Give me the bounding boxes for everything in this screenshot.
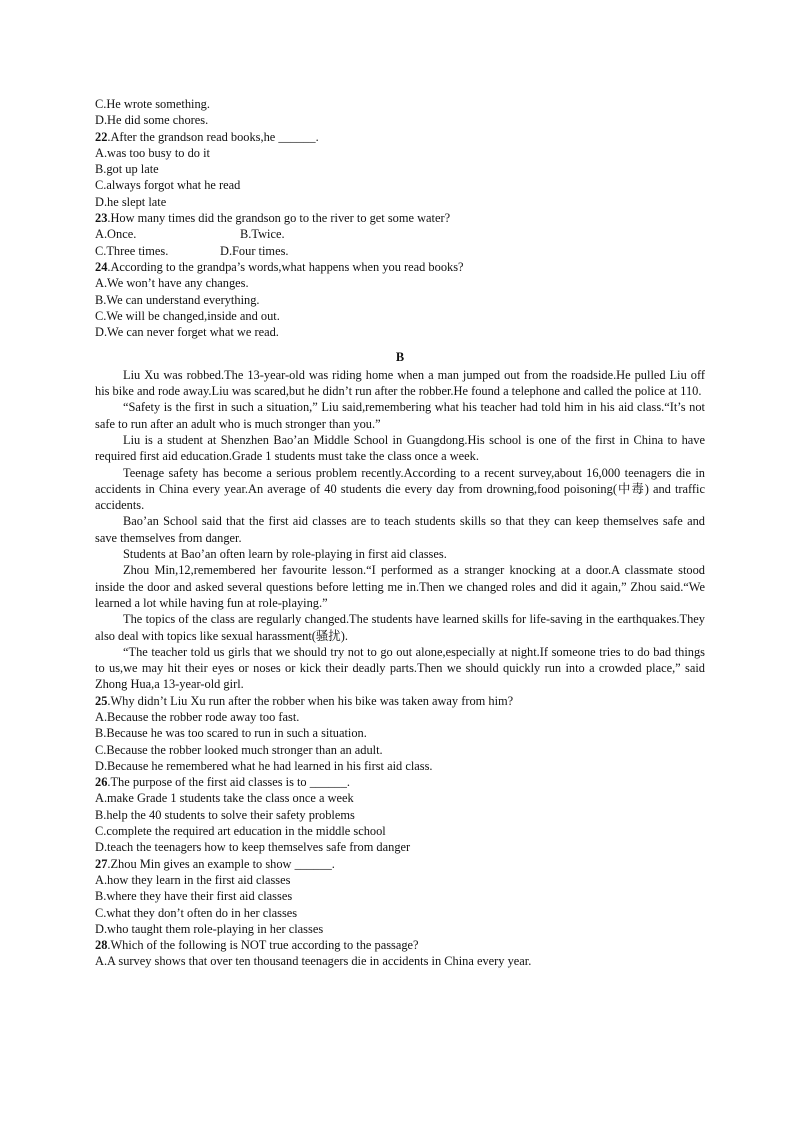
q24-option-b: B.We can understand everything.: [95, 292, 260, 307]
question-number: 28: [95, 938, 108, 953]
q24-stem: [95, 259, 705, 275]
passage-paragraph: Liu is a student at Shenzhen Bao’an Middle School in Guangdong.His school is one of the first in China to have required first aid education.Grade 1 students must take the class once a week.: [95, 432, 705, 464]
q21-option-c: C.He wrote something.: [95, 97, 210, 111]
q23-options-row-2: [95, 243, 705, 259]
question-number: 26: [95, 775, 108, 790]
q26-option-b: B.help the 40 students to solve their safety problems: [95, 807, 355, 822]
question-number: 23: [95, 211, 108, 226]
q25-option-d: D.Because he remembered what he had learned in his first aid class.: [95, 758, 433, 773]
question-number: 24: [95, 259, 108, 274]
q22-option-b: B.got up late: [95, 162, 159, 177]
q26-option-a: A.make Grade 1 students take the class once a week: [95, 791, 354, 806]
q23-options-row-1: [95, 226, 705, 242]
q25-option-b: B.Because he was too scared to run in such a situation.: [95, 726, 367, 741]
q27-option-b: B.where they have their first aid classes: [95, 889, 293, 904]
question-text: .How many times did the grandson go to the river to get some water?: [107, 211, 451, 226]
q26-stem: [95, 774, 705, 790]
q21-option-d: D.He did some chores.: [95, 113, 209, 128]
passage-paragraph: “Safety is the first in such a situation,” Liu said,remembering what his teacher had told him in his aid class.“It’s not safe to run after an adult who is much stronger than you.”: [95, 400, 705, 431]
q28-stem: [95, 937, 705, 953]
q26-option-d: D.teach the teenagers how to keep themselves safe from danger: [95, 840, 411, 855]
q24-option-d: D.We can never forget what we read.: [95, 325, 279, 340]
q23-option-d: D.Four times.: [220, 243, 289, 258]
passage-paragraph: Teenage safety has become a serious problem recently.According to a recent survey,about 16,000 teenagers die in accidents in China every year.An average of 40 students die every day from drowning,food poisoning(中毒) and traffic accidents.: [95, 465, 705, 513]
q26-option-c: C.complete the required art education in the middle school: [95, 824, 386, 839]
q24-option-c: C.We will be changed,inside and out.: [95, 308, 280, 323]
q24-option-a: A.We won’t have any changes.: [95, 276, 249, 291]
passage-paragraph: Liu Xu was robbed.The 13-year-old was riding home when a man jumped out from the roadside.He pulled Liu off his bike and rode away.Liu was scared,but he didn’t run after the robber.He found a telephone and called the police at 110.: [95, 367, 705, 399]
passage-paragraph: Students at Bao’an often learn by role-playing in first aid classes.: [123, 547, 447, 562]
question-text: .According to the grandpa’s words,what happens when you read books?: [107, 259, 464, 274]
exam-page: [95, 96, 705, 970]
question-text: .Why didn’t Liu Xu run after the robber when his bike was taken away from him?: [107, 693, 514, 708]
q27-stem: [95, 856, 705, 872]
q23-stem: [95, 210, 705, 226]
question-text: .The purpose of the first aid classes is to ______.: [107, 775, 350, 790]
q23-option-a: A.Once.: [95, 227, 137, 242]
q27-option-a: A.how they learn in the first aid classes: [95, 872, 291, 887]
passage-paragraph: Bao’an School said that the first aid classes are to teach students skills so that they can keep themselves safe and save themselves from danger.: [95, 514, 705, 545]
section-b-title: B: [395, 350, 405, 365]
question-text: .Which of the following is NOT true according to the passage?: [107, 938, 419, 953]
q25-stem: [95, 693, 705, 709]
passage-paragraph: Zhou Min,12,remembered her favourite lesson.“I performed as a stranger knocking at a door.A classmate stood inside the door and asked several questions before letting me in.Then we changed roles and did it again,” Zhou said.“We learned a lot while having fun at role-playing.”: [95, 563, 705, 610]
q27-option-c: C.what they don’t often do in her classes: [95, 905, 298, 920]
q22-stem: [95, 129, 705, 145]
question-number: 22: [95, 129, 108, 144]
q22-option-d: D.he slept late: [95, 194, 167, 209]
question-number: 27: [95, 856, 108, 871]
passage-paragraph: “The teacher told us girls that we should try not to go out alone,especially at night.If someone tries to do bad things to us,we may hit their eyes or noses or kick their deadly parts.Then we should quickly run into a crowded place,” said Zhong Hua,a 13-year-old girl.: [95, 644, 705, 692]
question-number: 25: [95, 693, 108, 708]
q23-option-b: B.Twice.: [240, 227, 285, 242]
passage-paragraph: The topics of the class are regularly changed.The students have learned skills for life-saving in the earthquakes.They also deal with topics like sexual harassment(骚扰).: [95, 612, 705, 643]
q27-option-d: D.who taught them role-playing in her classes: [95, 921, 324, 936]
question-text: .After the grandson read books,he ______.: [107, 129, 319, 144]
q28-option-a: A.A survey shows that over ten thousand teenagers die in accidents in China every year.: [95, 954, 532, 969]
q25-option-a: A.Because the robber rode away too fast.: [95, 709, 300, 724]
q22-option-a: A.was too busy to do it: [95, 145, 210, 160]
q23-option-c: C.Three times.: [95, 243, 169, 258]
q22-option-c: C.always forgot what he read: [95, 178, 241, 193]
question-text: .Zhou Min gives an example to show ______.: [107, 856, 335, 871]
q25-option-c: C.Because the robber looked much stronger than an adult.: [95, 742, 383, 757]
